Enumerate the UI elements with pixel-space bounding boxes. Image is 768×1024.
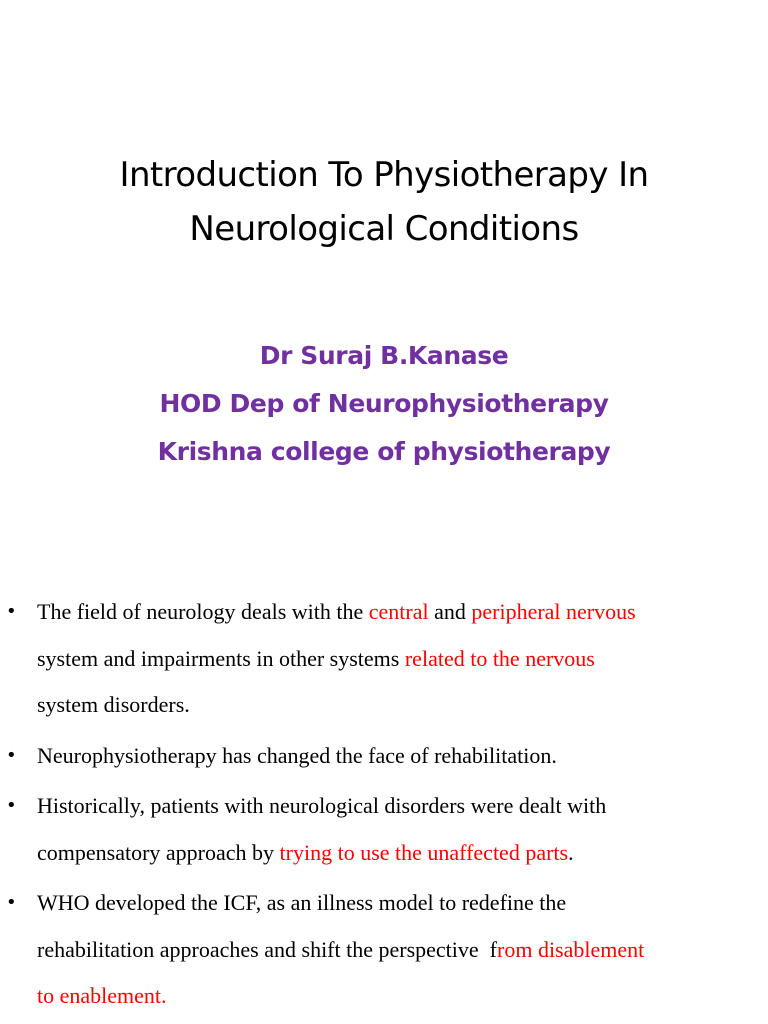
highlight-text: central bbox=[368, 599, 429, 624]
title-line-1: Introduction To Physiotherapy In bbox=[119, 155, 649, 195]
bullet-4-line-2 bbox=[37, 927, 758, 974]
author-block bbox=[0, 332, 768, 476]
bullet-text: WHO developed the ICF, as an illness model to redefine the bbox=[37, 890, 567, 915]
bullet-icon: • bbox=[6, 601, 17, 622]
bullet-3-line-2 bbox=[37, 830, 758, 877]
slide-title bbox=[0, 148, 768, 256]
bullet-item-4 bbox=[0, 880, 768, 1020]
highlight-text: peripheral nervous bbox=[471, 599, 636, 624]
bullet-4-line-1 bbox=[37, 880, 758, 927]
bullet-text: rehabilitation approaches and shift the perspective f bbox=[37, 936, 497, 962]
bullet-text: . bbox=[568, 839, 574, 865]
bullet-1-line-1 bbox=[37, 589, 758, 636]
bullet-list bbox=[0, 589, 768, 1024]
bullet-3-line-1 bbox=[37, 783, 758, 830]
bullet-item-3 bbox=[0, 783, 768, 876]
bullet-text: Neurophysiotherapy has changed the face of rehabilitation. bbox=[37, 742, 557, 768]
bullet-text: system disorders. bbox=[37, 692, 190, 717]
author-institution: Krishna college of physiotherapy bbox=[157, 437, 611, 466]
bullet-icon: • bbox=[6, 795, 17, 816]
bullet-icon: • bbox=[6, 892, 17, 913]
title-line-2: Neurological Conditions bbox=[189, 209, 579, 249]
author-name: Dr Suraj B.Kanase bbox=[259, 341, 509, 370]
bullet-text: and bbox=[428, 599, 472, 624]
author-position: HOD Dep of Neurophysiotherapy bbox=[159, 389, 609, 418]
bullet-2-line-1 bbox=[37, 733, 758, 780]
bullet-4-line-3 bbox=[37, 973, 758, 1020]
bullet-text: system and impairments in other systems bbox=[37, 645, 405, 671]
bullet-icon: • bbox=[6, 744, 17, 766]
highlight-text: to enablement. bbox=[37, 983, 167, 1008]
bullet-item-1 bbox=[0, 589, 768, 729]
bullet-1-line-2 bbox=[37, 636, 758, 683]
highlight-text: trying to use the unaffected parts bbox=[279, 839, 569, 865]
bullet-1-line-3 bbox=[37, 682, 758, 729]
highlight-text: related to the nervous bbox=[404, 645, 595, 671]
highlight-text: rom disablement bbox=[497, 936, 645, 962]
bullet-item-2 bbox=[0, 733, 768, 780]
bullet-text: Historically, patients with neurological disorders were dealt with bbox=[37, 793, 607, 818]
bullet-text: compensatory approach by bbox=[37, 839, 280, 865]
bullet-text: The field of neurology deals with the bbox=[37, 599, 369, 624]
